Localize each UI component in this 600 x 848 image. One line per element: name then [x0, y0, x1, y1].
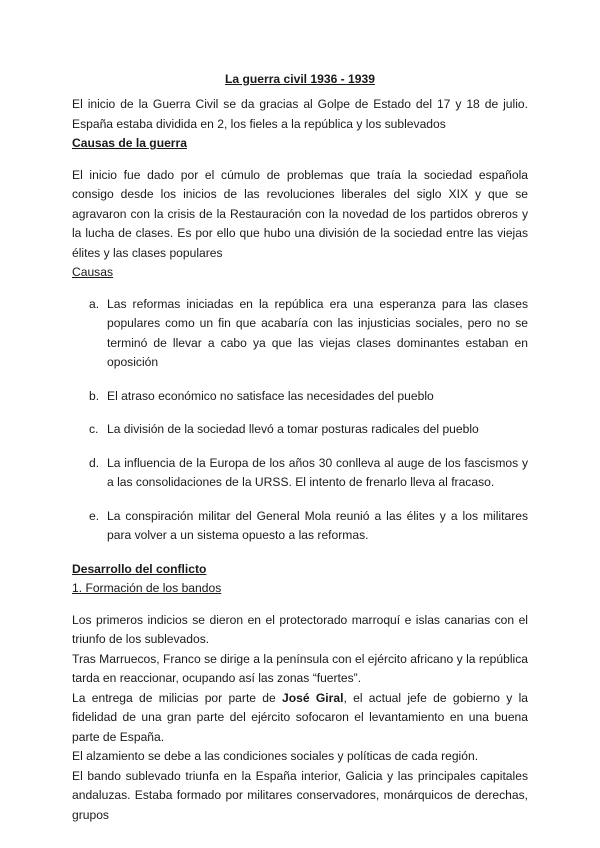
intro-paragraph: El inicio de la Guerra Civil se da gracias al Golpe de Estado del 17 y 18 de julio. España estaba dividida en 2, los fieles a la república y los sublevados — [72, 97, 528, 131]
list-item-text: La conspiración militar del General Mola reunió a las élites y a los militares para volver a un sistema opuesto a las reformas. — [107, 508, 528, 542]
text-run: , el actual jefe de gobierno y la fidelidad de una gran parte del ejército sofocaron el levantamiento en una buena parte de España. — [72, 690, 528, 744]
formacion-subheading: 1. Formación de los bandos — [72, 581, 222, 595]
formacion-paragraph-4: El alzamiento se debe a las condiciones sociales y políticas de cada región. — [72, 749, 479, 763]
causas-list — [72, 295, 528, 546]
list-marker: d. — [89, 455, 100, 470]
formacion-paragraph-5: El bando sublevado triunfa en la España interior, Galicia y las principales capitales andaluzas. Estaba formado por militares conservadores, monárquicos de derechas, grupos — [72, 768, 528, 822]
list-item — [72, 387, 528, 407]
list-item — [72, 507, 528, 546]
document-title: La guerra civil 1936 - 1939 — [225, 72, 375, 86]
text-run: La entrega de milicias por parte de — [72, 690, 283, 705]
list-item-text: La división de la sociedad llevó a tomar posturas radicales del pueblo — [107, 422, 479, 436]
causas-heading: Causas de la guerra — [72, 136, 187, 150]
list-item — [72, 295, 528, 373]
list-marker: b. — [89, 388, 100, 403]
formacion-paragraph-3 — [72, 689, 528, 748]
list-item — [72, 454, 528, 493]
list-item-text: La influencia de la Europa de los años 30 conlleva al auge de los fascismos y a las consolidaciones de la URSS. El intento de frenarlo lleva al fracaso. — [107, 455, 528, 489]
causas-paragraph: El inicio fue dado por el cúmulo de problemas que traía la sociedad española consigo desde los inicios de las revoluciones liberales del siglo XIX y que se agravaron con la crisis de la Restauración con la novedad de los partidos obreros y la lucha de clases. Es por ello que hubo una división de la sociedad entre las viejas élites y las clases populares — [72, 167, 528, 260]
list-marker: e. — [89, 508, 100, 523]
document-page — [72, 70, 528, 825]
list-item-text: Las reformas iniciadas en la república era una esperanza para las clases populares como un fin que acabaría con las injusticias sociales, pero no se terminó de llevar a cabo ya que las viejas clases dominantes estaban en oposición — [107, 296, 528, 369]
list-item — [72, 420, 528, 440]
desarrollo-heading: Desarrollo del conflicto — [72, 561, 207, 576]
causas-subheading: Causas — [72, 265, 114, 279]
formacion-paragraph-1: Los primeros indicios se dieron en el protectorado marroquí e islas canarias con el triunfo de los sublevados. — [72, 612, 528, 646]
list-marker: c. — [89, 422, 99, 436]
formacion-paragraph-2: Tras Marruecos, Franco se dirige a la península con el ejército africano y la república tarda en reaccionar, ocupando así las zonas “fuertes”. — [72, 651, 528, 685]
list-marker: a. — [89, 296, 100, 311]
list-item-text: El atraso económico no satisface las necesidades del pueblo — [107, 388, 434, 403]
bold-name: José Giral — [282, 690, 344, 705]
